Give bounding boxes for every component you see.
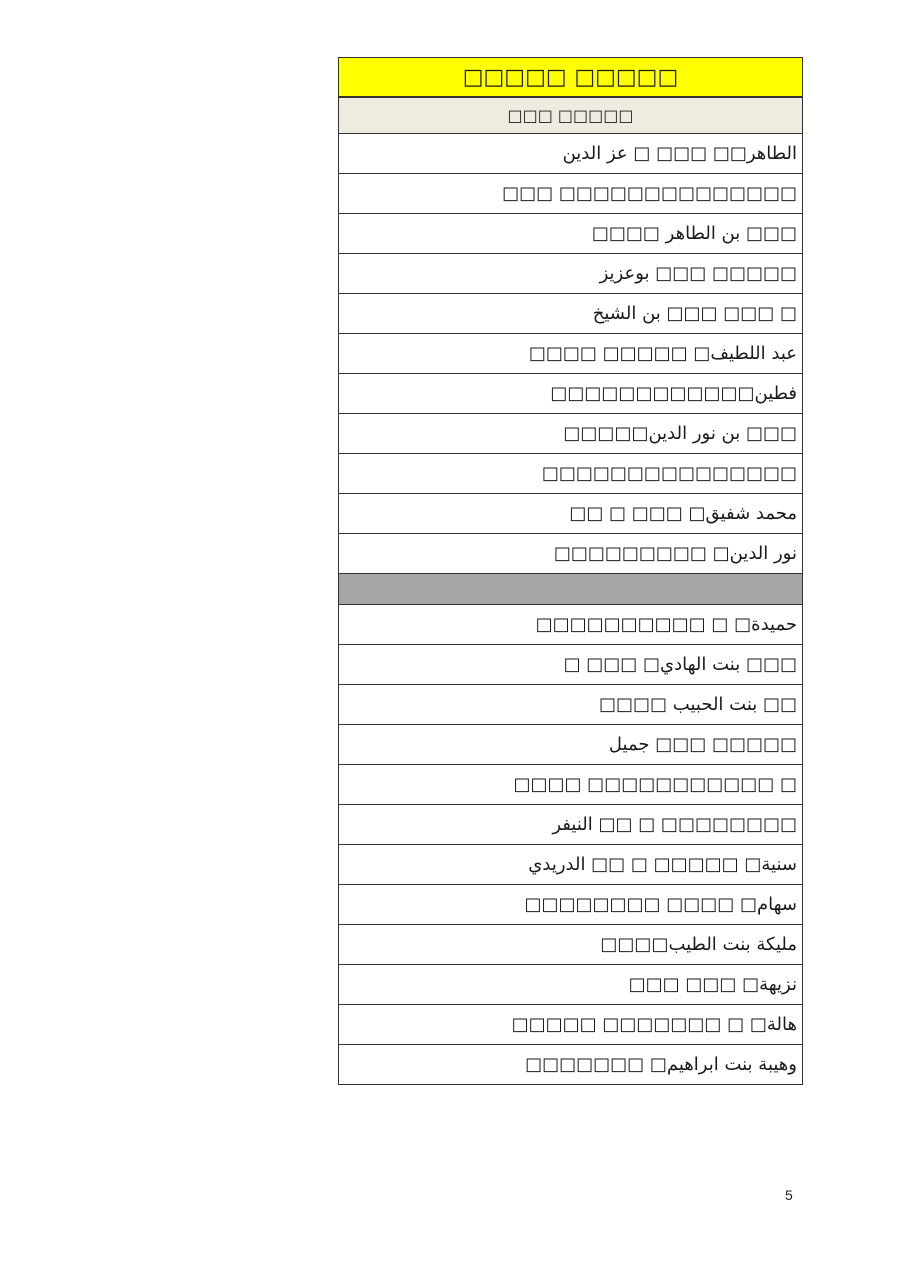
name-cell: □□□□□ □□□ جميل (339, 725, 803, 765)
name-cell: نزيهة□ □□□ □□□ (339, 965, 803, 1005)
name-cell: □ □□□□□□□□□□□ □□□□ (339, 765, 803, 805)
name-cell: سهام□ □□□□ □□□□□□□□ (339, 885, 803, 925)
name-cell: عبد اللطيف□ □□□□□ □□□□ (339, 334, 803, 374)
table-title-row (339, 58, 803, 98)
name-cell: □□□□□□□□ □ □□ النيفر (339, 805, 803, 845)
name-cell-row (339, 374, 803, 414)
name-cell-row (339, 605, 803, 645)
name-cell: فطين□□□□□□□□□□□□ (339, 374, 803, 414)
name-cell-row (339, 845, 803, 885)
name-cell-row (339, 765, 803, 805)
name-cell: □□ بنت الحبيب □□□□ (339, 685, 803, 725)
name-cell-row (339, 414, 803, 454)
name-cell: نور الدين□ □□□□□□□□□ (339, 534, 803, 574)
name-cell: وهيبة بنت ابراهيم□ □□□□□□□ (339, 1045, 803, 1085)
name-cell-row (339, 965, 803, 1005)
name-cell: □□□□□□□□□□□□□□ □□□ (339, 174, 803, 214)
name-cell: محمد شفيق□ □□□ □ □□ (339, 494, 803, 534)
name-cell: □□□ بنت الهادي□ □□□ □ (339, 645, 803, 685)
table-title: □□□□□ □□□□□ (339, 58, 803, 98)
name-cell-row (339, 174, 803, 214)
name-cell-row (339, 685, 803, 725)
name-cell-row (339, 214, 803, 254)
table-subtitle-row (339, 97, 803, 134)
name-cell-row (339, 334, 803, 374)
name-cell-row (339, 294, 803, 334)
group-separator (339, 574, 803, 605)
name-cell-row (339, 494, 803, 534)
names-table (338, 57, 803, 1085)
name-cell-row (339, 1045, 803, 1085)
group-separator-row (339, 574, 803, 605)
table-subtitle: □□□□□ □□□ (339, 97, 803, 134)
name-cell-row (339, 885, 803, 925)
name-cell: □□□ بن نور الدين□□□□□ (339, 414, 803, 454)
name-cell-row (339, 645, 803, 685)
name-cell-row (339, 925, 803, 965)
name-cell: سنية□ □□□□□ □ □□ الدريدي (339, 845, 803, 885)
name-cell-row (339, 534, 803, 574)
name-cell-row (339, 254, 803, 294)
name-cell: □□□ بن الطاهر □□□□ (339, 214, 803, 254)
name-cell-row (339, 134, 803, 174)
name-cell: هالة□ □ □□□□□□□ □□□□□ (339, 1005, 803, 1045)
name-cell: مليكة بنت الطيب□□□□ (339, 925, 803, 965)
name-cell: حميدة□ □ □□□□□□□□□□ (339, 605, 803, 645)
name-cell-row (339, 725, 803, 765)
names-table-body (339, 58, 803, 1085)
name-cell-row (339, 454, 803, 494)
page-number: 5 (785, 1187, 793, 1203)
name-cell-row (339, 1005, 803, 1045)
name-cell-row (339, 805, 803, 845)
name-cell: □ □□□ □□□ بن الشيخ (339, 294, 803, 334)
name-cell: الطاهر□□ □□□ □ عز الدين (339, 134, 803, 174)
name-cell: □□□□□ □□□ بوعزيز (339, 254, 803, 294)
name-cell: □□□□□□□□□□□□□□□ (339, 454, 803, 494)
